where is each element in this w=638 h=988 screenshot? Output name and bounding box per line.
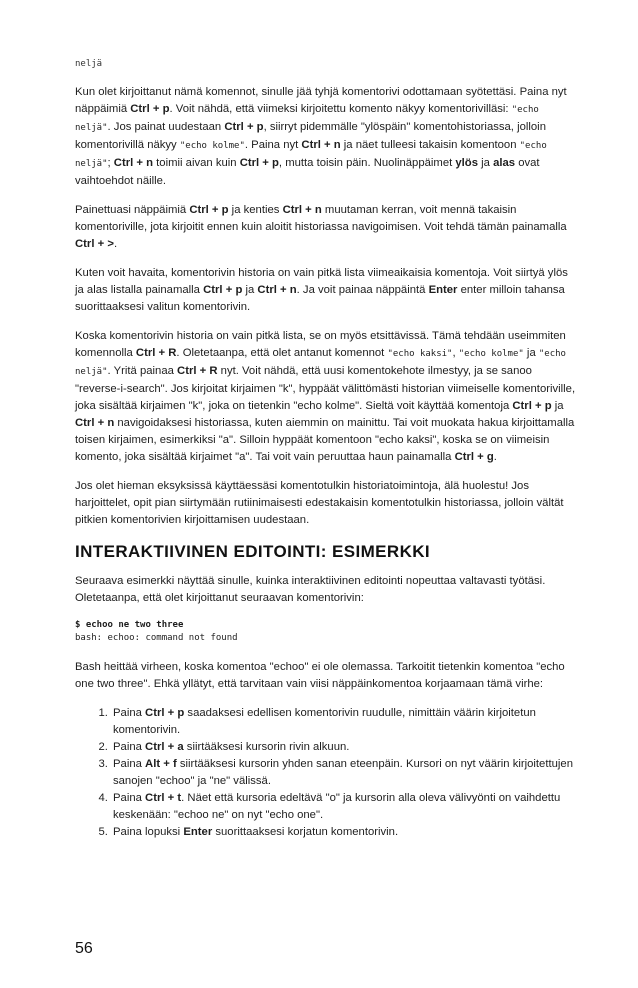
key-combo: Ctrl + p (224, 121, 264, 133)
inline-code: "echo neljä" (75, 105, 539, 133)
text: . Yritä painaa (107, 365, 178, 377)
text: muutaman kerran, voit mennä takaisin komentoriville, jota kirjoitit ennen kuin aloitit historiassa navigoimisen. Voit tehdä tämän painamalla (75, 204, 567, 233)
key-combo: Ctrl + t (145, 792, 182, 804)
inline-code: "echo kolme" (179, 141, 245, 151)
text: . Ja voit painaa näppäintä (296, 284, 429, 296)
key-combo: Ctrl + n (301, 139, 341, 151)
list-item (111, 756, 577, 790)
paragraph-history-navigation (75, 84, 577, 190)
page-content (75, 56, 577, 841)
key-combo: Ctrl + n (257, 284, 297, 296)
paragraph-example-intro: Seuraava esimerkki näyttää sinulle, kuinka interaktiivinen editointi nopeuttaa valtavasti työtäsi. Oletetaanpa, että olet kirjoittanut seuraavan komentorivin: (75, 575, 546, 604)
list-item (111, 705, 577, 739)
inline-code: "echo kaksi" (387, 349, 453, 359)
text: , (452, 347, 459, 359)
text: ja (242, 284, 258, 296)
text: ovat vaihtoehdot näille. (75, 157, 540, 187)
key-combo: Ctrl + n (113, 157, 154, 169)
text: . (493, 451, 497, 463)
text: ja (551, 400, 564, 412)
key-combo: Ctrl + n (282, 204, 322, 216)
text: . Oletetaanpa, että olet antanut komennot (176, 347, 388, 359)
key-combo: Ctrl + p (203, 284, 243, 296)
text: Paina (113, 707, 146, 719)
text: siirtääksesi kursorin yhden sanan eteenpäin. Kursori on nyt väärin kirjoitettujen sanojen "echoo" ja "ne" välissä. (113, 758, 573, 787)
text: ; (107, 157, 114, 169)
text: . Näet että kursoria edeltävä "o" ja kursorin alla oleva välivyönti on vaihdettu keskenään: "echoo ne" on nyt "echo one". (113, 792, 561, 821)
paragraph-history-search (75, 328, 577, 466)
text: nyt. Voit nähdä, että uusi komentokehote ilmestyy, ja se sanoo "reverse-i-search". Jos kirjoitat kirjaimen "k", hyppäät välittömästi historian viimeiselle komentoriville, joka sisältää kirjaimen "k", joka on tietenkin "echo kolme". Sieltä voit käyttää komentoja (75, 365, 576, 412)
text: Paina (113, 758, 146, 770)
code-fragment: neljä (75, 59, 103, 69)
list-item (111, 824, 577, 841)
text: Kun olet kirjoittanut nämä komennot, sinulle jää tyhjä komentorivi odottamaan syötettäsi. Paina nyt näppäimiä (75, 86, 567, 115)
key-name: ylös (455, 157, 478, 169)
text: siirtääksesi kursorin rivin alkuun. (183, 741, 350, 753)
key-combo: Ctrl + p (130, 103, 170, 115)
text: Kuten voit havaita, komentorivin historia on vain pitkä lista viimeaikaisia komentoja. Voit siirtyä ylös ja alas listalla painamalla (75, 267, 568, 296)
key-name: Enter (428, 284, 458, 296)
text: suorittaaksesi korjatun komentorivin. (212, 826, 399, 838)
steps-list (75, 705, 577, 841)
text: . (113, 238, 118, 250)
section-heading: INTERAKTIIVINEN EDITOINTI: ESIMERKKI (75, 542, 431, 561)
paragraph-error-explanation: Bash heittää virheen, koska komentoa "echoo" ei ole olemassa. Tarkoitit tietenkin komentoa "echo one two three". Ehkä yllätyt, että tarvitaan vain viisi näppäinkomentoa korjaamaan tämä virhe: (75, 661, 565, 690)
text: Paina (113, 792, 146, 804)
page-number: 56 (75, 940, 93, 957)
key-combo: Ctrl + n (75, 417, 115, 429)
text: ja (478, 157, 494, 169)
text: Painettuasi näppäimiä (75, 204, 190, 216)
text: ja näet tulleesi takaisin komentoon (340, 139, 520, 151)
key-combo: Ctrl + p (189, 204, 229, 216)
inline-code: "echo neljä" (75, 141, 547, 169)
key-name: alas (493, 157, 516, 169)
text: , siirryt pidemmälle "ylöspäin" komentohistoriassa, jolloin komentorivillä näkyy (75, 121, 546, 151)
key-combo: Ctrl + > (75, 238, 114, 250)
inline-code: "echo kolme" (458, 349, 524, 359)
text: ja (523, 347, 539, 359)
text: ja kenties (228, 204, 283, 216)
list-item (111, 790, 577, 824)
paragraph-history-list (75, 265, 577, 316)
code-block (75, 619, 577, 645)
text: . Jos painat uudestaan (107, 121, 225, 133)
text: . Paina nyt (244, 139, 302, 151)
text: enter milloin tahansa suorittaaksesi valitun komentorivin. (75, 284, 565, 313)
text: navigoidaksesi historiassa, kuten aiemmin on mainittu. Tai voit muokata hakua kirjoittamalla toisen kirjaimen, esimerkiksi "a". Silloin hyppäät komentoon "echo kaksi", koska se on viimeisin komento, joka sisältää kirjaimet "a". Tai voit vain peruuttaa haun painamalla (75, 417, 575, 463)
text: Paina (113, 741, 146, 753)
code-command: $ echoo ne two three (75, 620, 184, 630)
text: toimii aivan kuin (153, 157, 240, 169)
paragraph-reassurance: Jos olet hieman eksyksissä käyttäessäsi komentotulkin historiatoimintoja, älä huolestu! Jos harjoittelet, opit pian siirtymään rutiinimaisesti edestakaisin komentotulkin historiassa, jolloin vältät pitkien komentorivien kirjoittamisen uudestaan. (75, 480, 564, 526)
key-combo: Ctrl + R (177, 365, 218, 377)
key-combo: Ctrl + p (145, 707, 185, 719)
text: . Voit nähdä, että viimeksi kirjoitettu komento näkyy komentorivilläsi: (169, 103, 512, 115)
key-combo: Ctrl + R (135, 347, 177, 359)
text: saadaksesi edellisen komentorivin ruudulle, nimittäin väärin kirjoitetun komentorivin. (113, 707, 536, 736)
key-combo: Ctrl + g (454, 451, 494, 463)
key-combo: Ctrl + a (145, 741, 184, 753)
text: Koska komentorivin historia on vain pitkä lista, se on myös etsittävissä. Tämä tehdään useimmiten komennolla (75, 330, 566, 359)
text: Paina lopuksi (113, 826, 184, 838)
text: , mutta toisin päin. Nuolinäppäimet (278, 157, 456, 169)
list-item (111, 739, 577, 756)
key-name: Enter (183, 826, 213, 838)
key-combo: Alt + f (145, 758, 177, 770)
paragraph-return-to-line (75, 202, 577, 253)
key-combo: Ctrl + p (239, 157, 279, 169)
code-output: bash: echoo: command not found (75, 633, 238, 643)
key-combo: Ctrl + p (512, 400, 552, 412)
inline-code: "echo neljä" (75, 349, 566, 377)
